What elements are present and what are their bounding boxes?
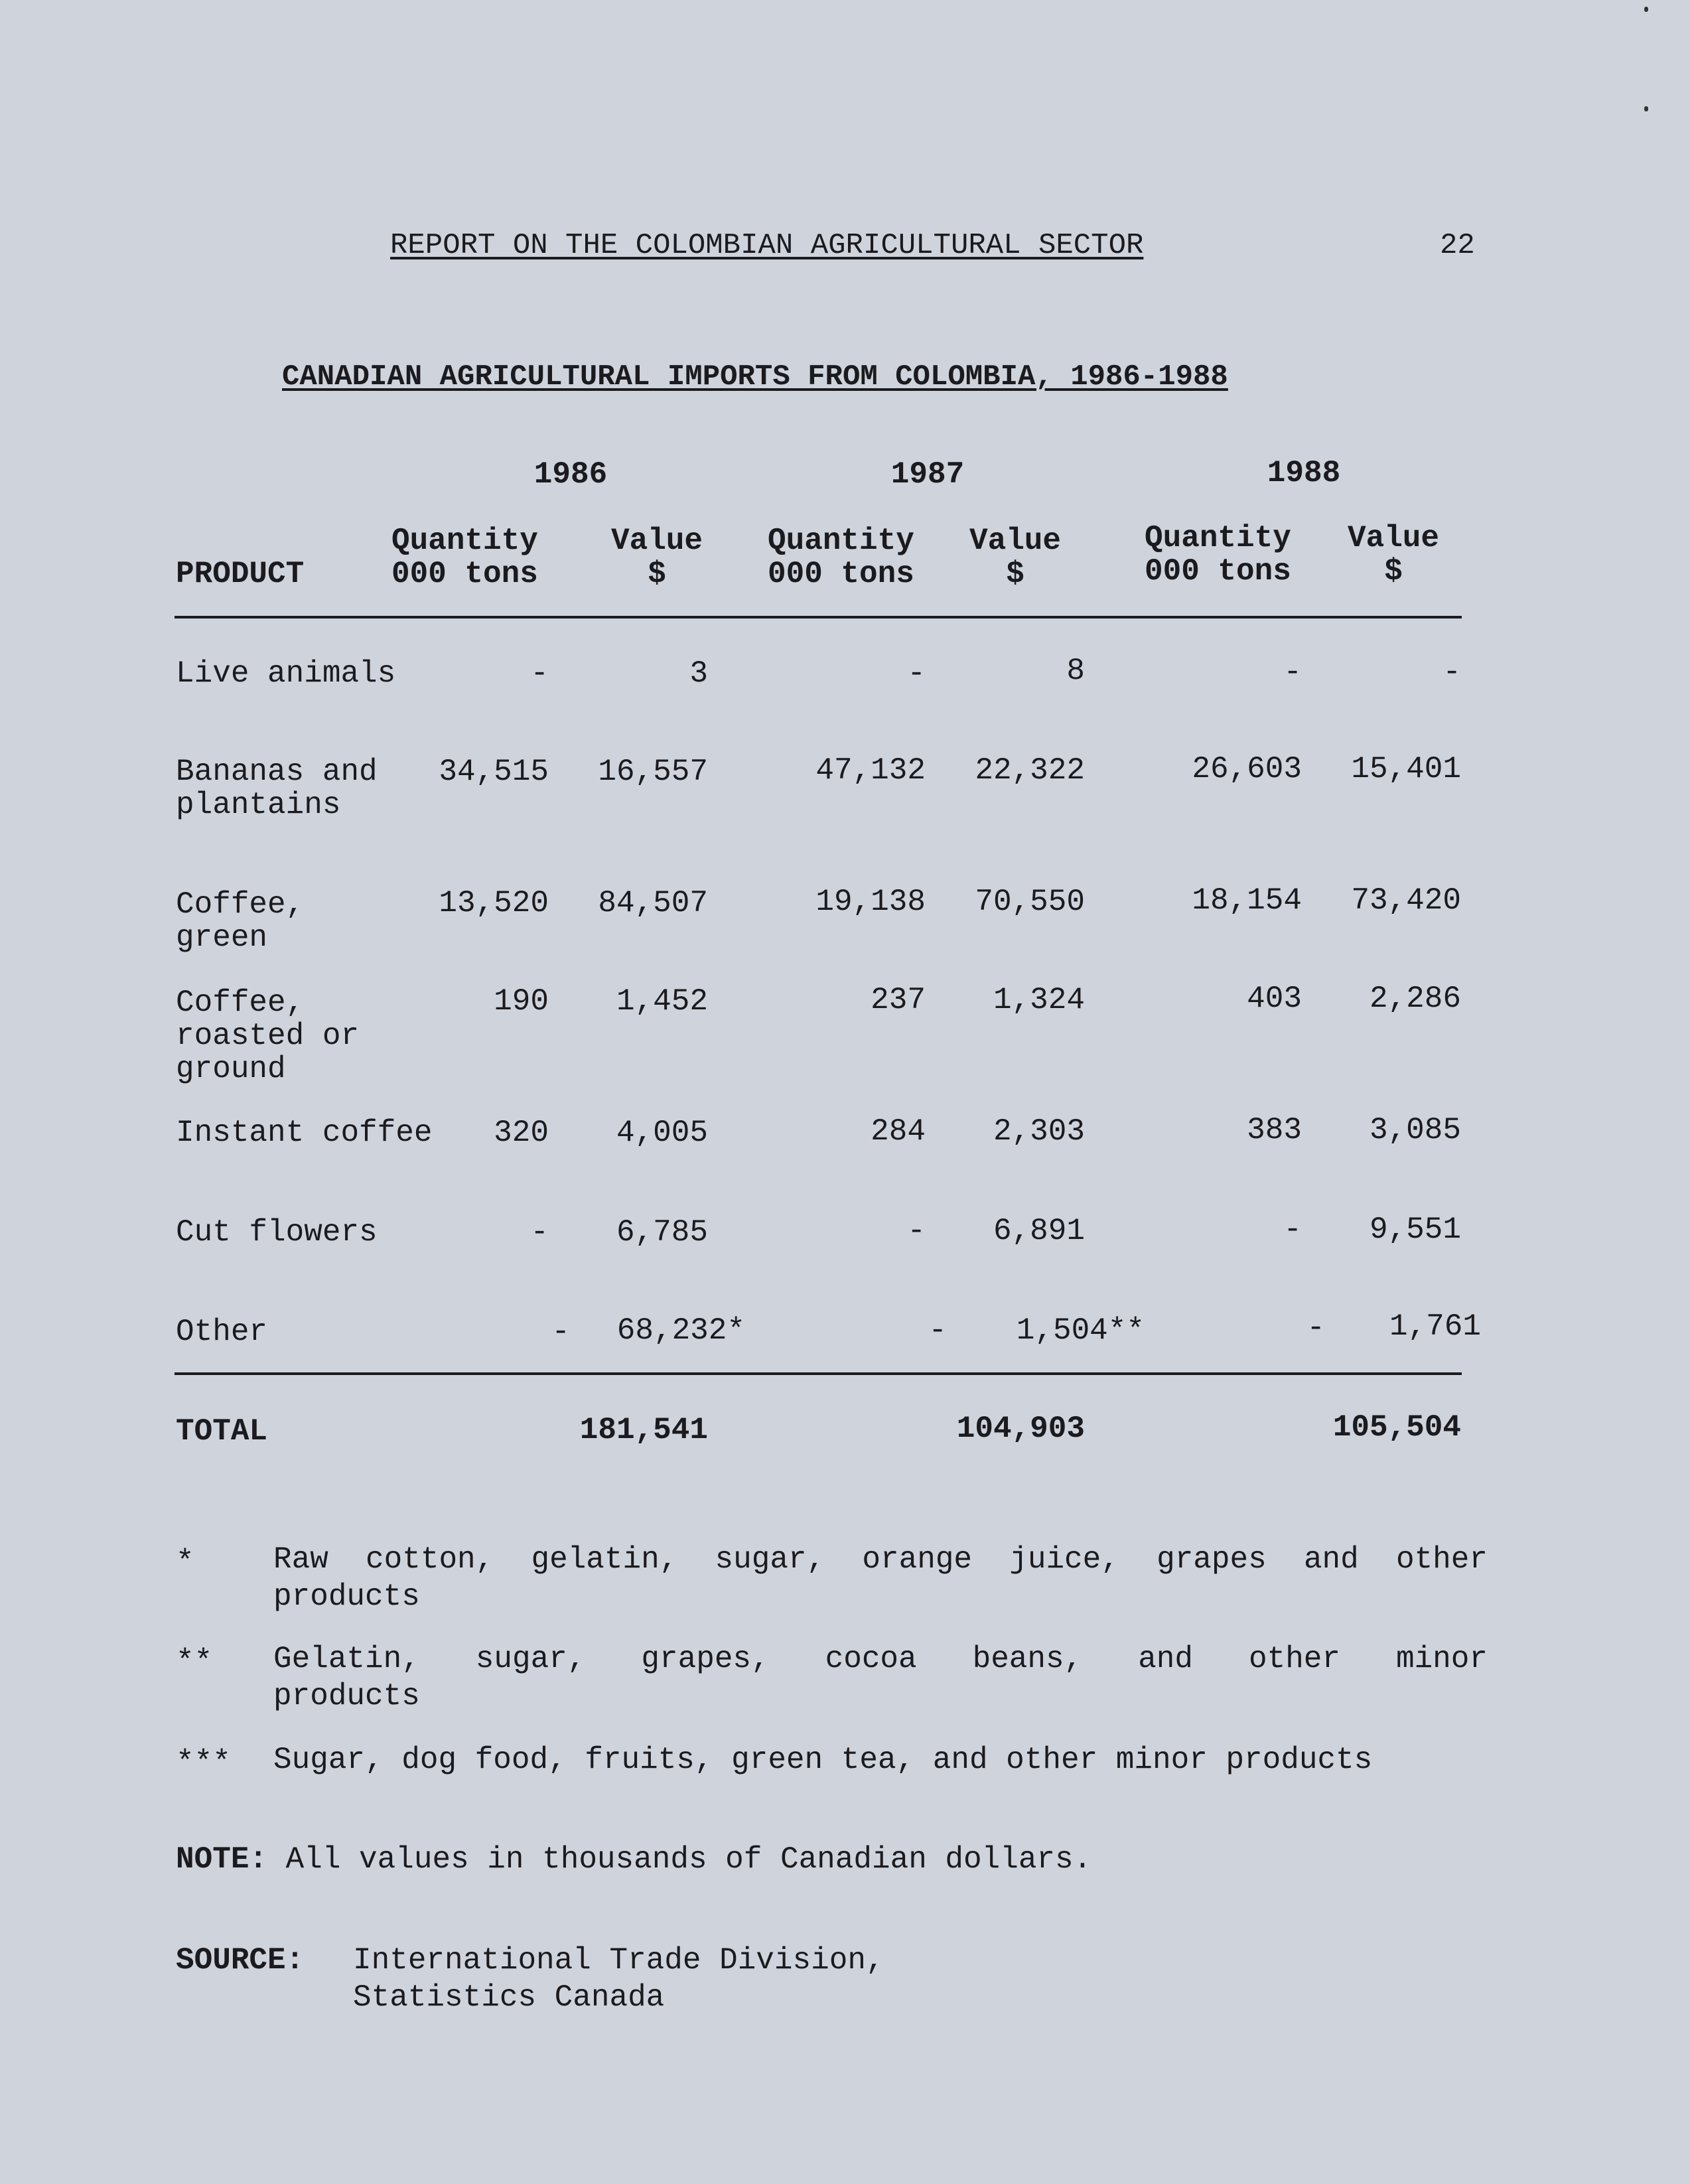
quantity-1987: - [907,656,926,691]
quantity-1988: 18,154 [1192,883,1302,918]
header-rule [175,616,1462,619]
quantity-1987: 47,132 [815,753,926,788]
page-number: 22 [1440,229,1475,262]
value-1986: 16,557 [598,755,708,789]
value-1988: 73,420 [1351,883,1461,918]
value-1986: 1,452 [616,984,708,1019]
quantity-header-1986: Quantity 000 tons [391,524,538,591]
footnote-text: Raw cotton, gelatin, sugar, orange juice, grapes and other products [273,1542,1488,1614]
value-1986: 84,507 [598,886,708,920]
quantity-1987: - [907,1214,926,1248]
quantity-1988: - [1306,1311,1325,1345]
value-1988: 15,401 [1351,752,1461,786]
value-1987: 8 [1066,654,1085,688]
value-1986: 3 [689,656,708,691]
quantity-1986: - [530,1215,549,1250]
value-1988: 3,085 [1369,1113,1461,1147]
quantity-1987: 284 [871,1114,926,1149]
product-column-header: PRODUCT [176,557,305,591]
quantity-1988: - [1283,1212,1302,1247]
footnote-mark: * [176,1545,194,1579]
value-header-1986: Value $ [610,524,703,591]
product-label: Bananas and plantains [176,755,378,822]
quantity-1986: 190 [494,984,549,1019]
quantity-1988: 383 [1247,1113,1302,1147]
quantity-1987: 19,138 [815,885,926,919]
total-rule [175,1372,1462,1375]
value-1988: 1,761 [1389,1309,1481,1344]
value-1987: 70,550 [975,885,1085,919]
source-text: International Trade Division, Statistics Canada [353,1943,884,2015]
quantity-1986: 34,515 [439,755,549,789]
product-label: Coffee, roasted or ground [176,985,360,1086]
quantity-1987: - [928,1313,947,1348]
note [176,1841,1091,1878]
quantity-1986: 13,520 [439,886,549,920]
total-1986: 181,541 [579,1413,708,1447]
value-1987: 6,891 [993,1214,1085,1248]
value-1988: 2,286 [1369,982,1461,1016]
product-label: Instant coffee [176,1116,433,1150]
quantity-1987: 237 [871,983,926,1017]
value-1988: - [1443,655,1461,690]
quantity-header-1987: Quantity 000 tons [768,524,914,591]
value-1988: 9,551 [1369,1212,1461,1247]
year-header-1988: 1988 [1267,456,1341,490]
note-text: All values in thousands of Canadian dollars. [285,1842,1092,1877]
year-header-1986: 1986 [533,457,608,492]
product-label: Coffee, green [176,887,305,955]
value-1986: 6,785 [616,1215,708,1250]
value-1987: 1,504** [1016,1313,1145,1348]
quantity-header-1988: Quantity 000 tons [1145,521,1291,589]
value-1987: 1,324 [993,983,1085,1017]
quantity-1986: 320 [494,1116,549,1150]
quantity-1988: - [1283,655,1302,690]
product-label: Other [176,1315,268,1349]
scan-speck [1644,106,1648,111]
value-1986: 68,232* [616,1313,745,1348]
total-label: TOTAL [176,1414,268,1449]
product-label: Cut flowers [176,1215,378,1250]
value-header-1987: Value $ [969,524,1062,591]
quantity-1988: 26,603 [1192,752,1302,786]
total-1988: 105,504 [1332,1410,1461,1445]
report-title: REPORT ON THE COLOMBIAN AGRICULTURAL SECTOR [390,229,1144,262]
total-1987: 104,903 [956,1412,1085,1446]
footnote-text: Gelatin, sugar, grapes, cocoa beans, and other minor products [273,1642,1488,1713]
footnote-mark: ** [176,1644,213,1679]
year-header-1987: 1987 [890,457,965,492]
value-header-1988: Value $ [1347,521,1440,589]
value-1986: 4,005 [616,1116,708,1150]
product-label: Live animals [176,656,396,691]
quantity-1986: - [551,1315,570,1349]
note-label: NOTE: [176,1842,268,1877]
table-title: CANADIAN AGRICULTURAL IMPORTS FROM COLOMBIA, 1986-1988 [282,360,1228,394]
value-1987: 2,303 [993,1114,1085,1149]
quantity-1986: - [530,656,549,691]
footnote-text: Sugar, dog food, fruits, green tea, and other minor products [273,1743,1373,1777]
footnote-mark: *** [176,1745,231,1780]
source-label: SOURCE: [176,1943,305,1978]
scan-speck [1644,7,1648,12]
quantity-1988: 403 [1247,982,1302,1016]
value-1987: 22,322 [975,753,1085,788]
